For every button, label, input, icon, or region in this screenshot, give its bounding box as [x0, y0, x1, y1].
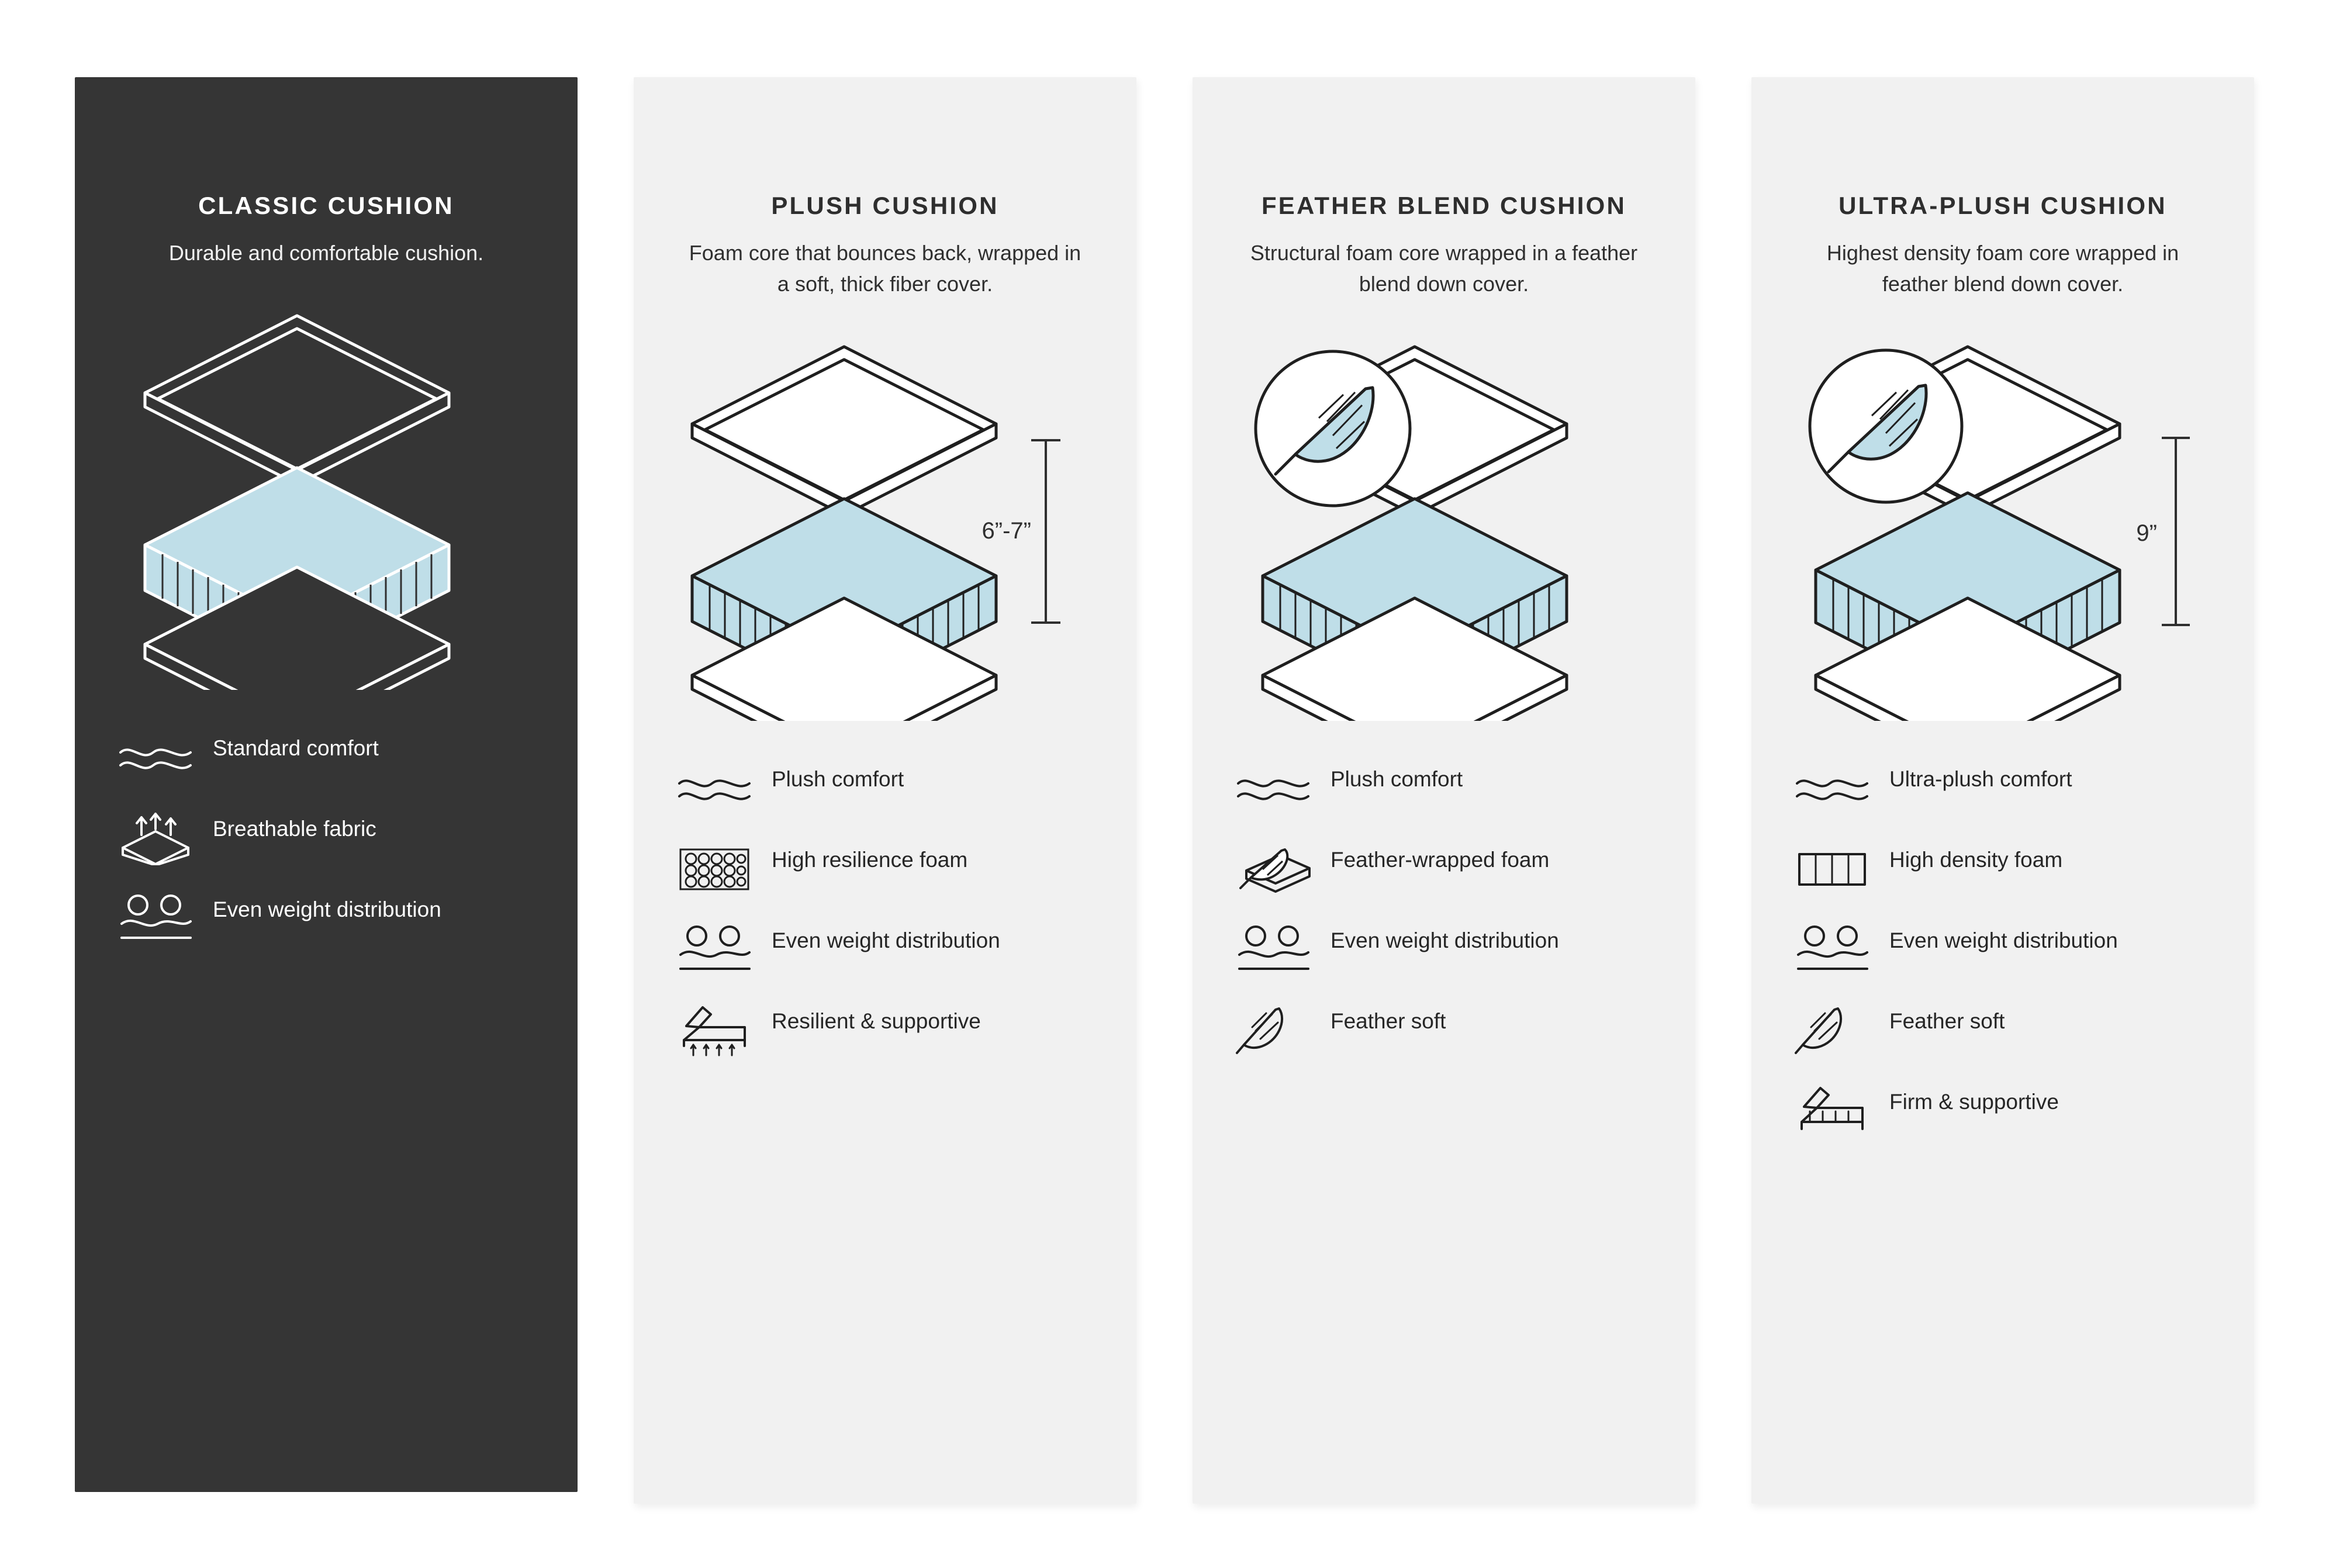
- cushion-card-feather-blend[interactable]: [1193, 77, 1695, 1504]
- cushion-illustration-wrap: [75, 269, 578, 713]
- exploded-cushion-layers-diagram: [122, 292, 531, 690]
- feature-item: [117, 731, 535, 785]
- feature-label: Even weight distribution: [772, 928, 1000, 952]
- wave-icon: [117, 731, 205, 785]
- feature-list: [634, 762, 1136, 1058]
- supportive-seat-icon: [1793, 1085, 1881, 1138]
- breathable-fabric-icon: [117, 811, 205, 865]
- high-density-foam-icon: [1793, 842, 1881, 896]
- feature-item: [676, 842, 1094, 896]
- cushion-illustration-wrap: [634, 300, 1136, 744]
- wave-icon: [676, 762, 763, 816]
- feature-item: [1235, 762, 1653, 816]
- feature-item: [1793, 842, 2212, 896]
- feature-label: Resilient & supportive: [772, 1009, 981, 1033]
- cushion-cards-row: [75, 77, 2275, 1504]
- feather-badge: [1256, 351, 1410, 506]
- feature-item: [1793, 1085, 2212, 1138]
- feature-item: [1793, 923, 2212, 977]
- feature-label: Even weight distribution: [1330, 928, 1559, 952]
- feather-icon: [1235, 1004, 1322, 1058]
- even-weight-icon: [1235, 923, 1322, 977]
- card-title: CLASSIC CUSHION: [198, 192, 454, 219]
- feature-label: Feather soft: [1330, 1009, 1446, 1033]
- cushion-illustration-wrap: [1751, 300, 2254, 744]
- feature-list: [1751, 762, 2254, 1138]
- feature-item: [117, 811, 535, 865]
- card-description: Structural foam core wrapped in a feather blend down cover.: [1250, 241, 1638, 296]
- feature-label: Plush comfort: [1330, 766, 1463, 791]
- even-weight-icon: [117, 892, 205, 946]
- feature-label: High density foam: [1889, 847, 2063, 872]
- dimension-label: 9”: [2136, 520, 2157, 546]
- cushion-card-plush[interactable]: [634, 77, 1136, 1504]
- feature-item: [1793, 762, 2212, 816]
- feature-item: [676, 1004, 1094, 1058]
- dimension-label: 6”-7”: [982, 517, 1031, 544]
- feature-label: Even weight distribution: [213, 897, 441, 921]
- wave-icon: [1235, 762, 1322, 816]
- feature-label: Feather soft: [1889, 1009, 2005, 1033]
- feature-label: Breathable fabric: [213, 816, 376, 841]
- card-description: Durable and comfortable cushion.: [168, 241, 484, 265]
- even-weight-icon: [1793, 923, 1881, 977]
- feather-wrapped-foam-icon: [1235, 842, 1322, 896]
- card-title: FEATHER BLEND CUSHION: [1261, 192, 1627, 219]
- feature-list: [1193, 762, 1695, 1058]
- exploded-cushion-layers-diagram: [680, 323, 1090, 721]
- card-description: Highest density foam core wrapped in feather blend down cover.: [1826, 241, 2179, 296]
- feature-item: [676, 923, 1094, 977]
- card-title: ULTRA-PLUSH CUSHION: [1838, 192, 2167, 219]
- feature-label: Firm & supportive: [1889, 1089, 2059, 1114]
- feature-item: [676, 762, 1094, 816]
- exploded-cushion-layers-with-feather-badge-diagram: [1798, 323, 2207, 721]
- feature-label: Ultra-plush comfort: [1889, 766, 2072, 791]
- feather-badge: [1810, 350, 1962, 502]
- feature-label: High resilience foam: [772, 847, 968, 872]
- card-title: PLUSH CUSHION: [771, 192, 999, 219]
- feature-item: [1793, 1004, 2212, 1058]
- cushion-card-ultra-plush[interactable]: [1751, 77, 2254, 1504]
- wave-icon: [1793, 762, 1881, 816]
- even-weight-icon: [676, 923, 763, 977]
- feature-label: Plush comfort: [772, 766, 904, 791]
- feature-label: Standard comfort: [213, 735, 379, 760]
- feature-list: [75, 731, 578, 946]
- cushion-illustration-wrap: [1193, 300, 1695, 744]
- card-description: Foam core that bounces back, wrapped in a soft, thick fiber cover.: [689, 241, 1081, 296]
- feature-item: [1235, 923, 1653, 977]
- feature-item: [1235, 1004, 1653, 1058]
- exploded-cushion-layers-with-feather-badge-diagram: [1239, 323, 1649, 721]
- honeycomb-foam-icon: [676, 842, 763, 896]
- feature-item: [1235, 842, 1653, 896]
- feather-icon: [1793, 1004, 1881, 1058]
- cushion-card-classic[interactable]: [75, 77, 578, 1492]
- feature-item: [117, 892, 535, 946]
- supportive-seat-icon: [676, 1004, 763, 1058]
- feature-label: Feather-wrapped foam: [1330, 847, 1550, 872]
- feature-label: Even weight distribution: [1889, 928, 2118, 952]
